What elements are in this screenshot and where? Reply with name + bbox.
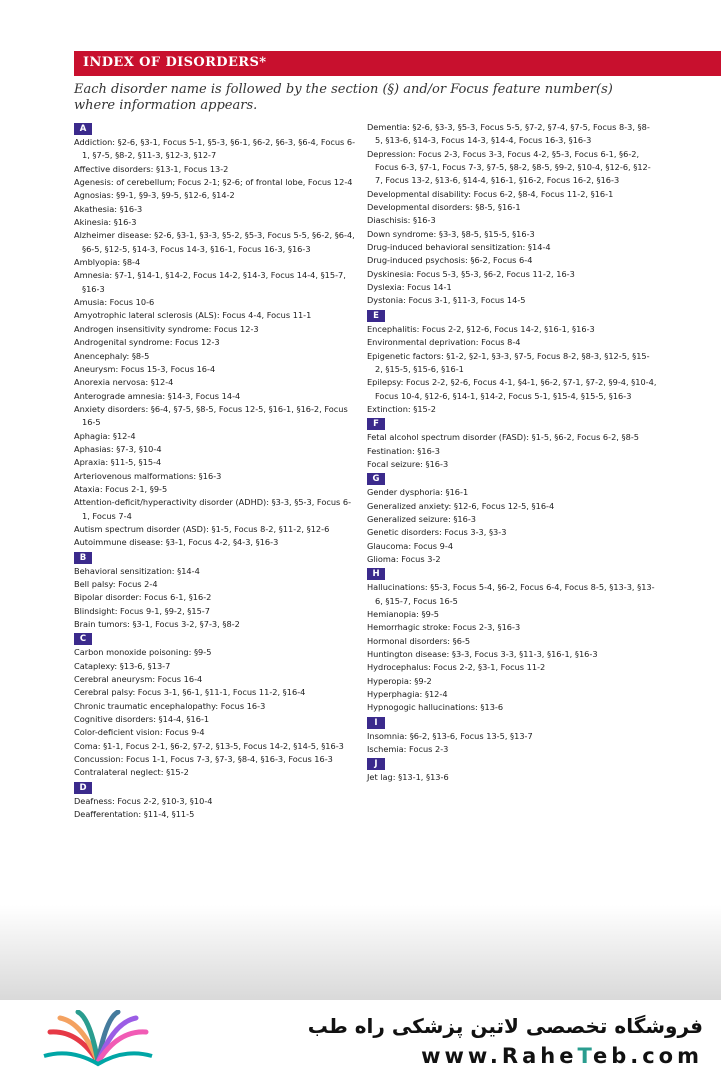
index-entry: Brain tumors: §3-1, Focus 3-2, §7-3, §8-2 xyxy=(74,619,240,630)
index-entry: Huntington disease: §3-3, Focus 3-3, §11-3, §16-1, §16-3 xyxy=(367,649,598,660)
url-part-2: T xyxy=(577,1044,593,1068)
index-entry: Glioma: Focus 3-2 xyxy=(367,553,441,564)
index-entry: Diaschisis: §16-3 xyxy=(367,215,436,226)
index-entry: Apraxia: §11-5, §15-4 xyxy=(74,457,162,468)
url-part-3: eb.com xyxy=(592,1044,703,1068)
index-entry: Aphagia: §12-4 xyxy=(74,430,136,441)
index-entry: Amusia: Focus 10-6 xyxy=(74,297,155,308)
index-entry: Concussion: Focus 1-1, Focus 7-3, §7-3, §8-4, §16-3, Focus 16-3 xyxy=(74,754,333,765)
index-entry: Blindsight: Focus 9-1, §9-2, §15-7 xyxy=(74,605,210,616)
index-entry: Cataplexy: §13-6, §13-7 xyxy=(74,660,171,671)
index-entry: Gender dysphoria: §16-1 xyxy=(367,487,469,498)
index-entry: Cognitive disorders: §14-4, §16-1 xyxy=(74,714,210,725)
index-entry: Genetic disorders: Focus 3-3, §3-3 xyxy=(367,527,507,538)
shop-name: فروشگاه تخصصی لاتین پزشکی راه طب xyxy=(307,1014,703,1038)
index-entry: Aneurysm: Focus 15-3, Focus 16-4 xyxy=(74,363,216,374)
letter-heading: J xyxy=(367,758,385,770)
index-entry: Focal seizure: §16-3 xyxy=(367,458,449,469)
index-entry: Hypnogogic hallucinations: §13-6 xyxy=(367,702,504,713)
index-entry: Agenesis: of cerebellum; Focus 2-1; §2-6; of frontal lobe, Focus 12-4 xyxy=(74,177,353,188)
index-entry: Aphasias: §7-3, §10-4 xyxy=(74,443,162,454)
index-entry: Epigenetic factors: §1-2, §2-1, §3-3, §7-5, Focus 8-2, §8-3, §12-5, §15-2, §15-5, §15-6, §16-1 xyxy=(367,350,650,374)
index-entry: Akinesia: §16-3 xyxy=(74,217,137,228)
index-entry: Alzheimer disease: §2-6, §3-1, §3-3, §5-2, §5-3, Focus 5-5, §6-2, §6-4, §6-5, §12-5, §14-3, Focus 14-3, §16-1, Focus 16-3, §16-3 xyxy=(74,230,355,254)
letter-heading: I xyxy=(367,717,385,729)
index-entry: Addiction: §2-6, §3-1, Focus 5-1, §5-3, §6-1, §6-2, §6-3, §6-4, Focus 6-1, §7-5, §8-2, §11-3, §12-3, §12-7 xyxy=(74,137,356,161)
index-entry: Developmental disability: Focus 6-2, §8-4, Focus 11-2, §16-1 xyxy=(367,188,614,199)
letter-heading: C xyxy=(74,633,92,645)
index-entry: Insomnia: §6-2, §13-6, Focus 13-5, §13-7 xyxy=(367,730,533,741)
letter-heading: G xyxy=(367,473,385,485)
index-entry: Chronic traumatic encephalopathy: Focus 16-3 xyxy=(74,700,266,711)
page-title: INDEX OF DISORDERS* xyxy=(83,55,267,70)
index-entry: Cerebral aneurysm: Focus 16-4 xyxy=(74,674,203,685)
index-entry: Amnesia: §7-1, §14-1, §14-2, Focus 14-2, §14-3, Focus 14-4, §15-7, §16-3 xyxy=(74,270,346,294)
index-entry: Dementia: §2-6, §3-3, §5-3, Focus 5-5, §7-2, §7-4, §7-5, Focus 8-3, §8-5, §13-6, §14-3, Focus 14-3, §14-4, Focus 16-3, §16-3 xyxy=(367,122,650,146)
index-entry: Jet lag: §13-1, §13-6 xyxy=(367,772,449,783)
index-entry: Affective disorders: §13-1, Focus 13-2 xyxy=(74,163,229,174)
index-entry: Androgen insensitivity syndrome: Focus 12-3 xyxy=(74,323,259,334)
index-entry: Hydrocephalus: Focus 2-2, §3-1, Focus 11-2 xyxy=(367,662,546,673)
index-entry: Dyslexia: Focus 14-1 xyxy=(367,282,452,293)
letter-heading: F xyxy=(367,418,385,430)
letter-heading: E xyxy=(367,310,385,322)
index-entry: Autism spectrum disorder (ASD): §1-5, Focus 8-2, §11-2, §12-6 xyxy=(74,523,330,534)
index-entry: Carbon monoxide poisoning: §9-5 xyxy=(74,647,212,658)
index-entry: Hyperopia: §9-2 xyxy=(367,675,432,686)
index-entry: Agnosias: §9-1, §9-3, §9-5, §12-6, §14-2 xyxy=(74,190,235,201)
index-entry: Anorexia nervosa: §12-4 xyxy=(74,377,174,388)
index-entry: Androgenital syndrome: Focus 12-3 xyxy=(74,337,220,348)
index-entry: Anxiety disorders: §6-4, §7-5, §8-5, Focus 12-5, §16-1, §16-2, Focus 16-5 xyxy=(74,403,348,428)
index-entry: Deafferentation: §11-4, §11-5 xyxy=(74,809,195,820)
index-entry: Autoimmune disease: §3-1, Focus 4-2, §4-3, §16-3 xyxy=(74,537,279,548)
intro-text: Each disorder name is followed by the section (§) and/or Focus feature number(s) where information appears. xyxy=(74,82,613,113)
letter-heading: B xyxy=(74,552,92,564)
letter-heading: A xyxy=(74,123,92,135)
index-entry: Amyotrophic lateral sclerosis (ALS): Focus 4-4, Focus 11-1 xyxy=(74,310,312,321)
letter-heading: H xyxy=(367,568,385,580)
index-entry: Drug-induced behavioral sensitization: §14-4 xyxy=(367,242,551,253)
index-entry: Cerebral palsy: Focus 3-1, §6-1, §11-1, Focus 11-2, §16-4 xyxy=(74,687,306,698)
index-entry: Anterograde amnesia: §14-3, Focus 14-4 xyxy=(74,390,241,401)
index-entry: Akathesia: §16-3 xyxy=(74,203,143,214)
letter-heading: D xyxy=(74,782,92,794)
index-entry: Extinction: §15-2 xyxy=(367,403,436,414)
index-entry: Fetal alcohol spectrum disorder (FASD): §1-5, §6-2, Focus 6-2, §8-5 xyxy=(367,432,639,443)
index-entry: Coma: §1-1, Focus 2-1, §6-2, §7-2, §13-5, Focus 14-2, §14-5, §16-3 xyxy=(74,740,344,751)
index-entry: Anencephaly: §8-5 xyxy=(74,350,150,361)
index-entry: Encephalitis: Focus 2-2, §12-6, Focus 14-2, §16-1, §16-3 xyxy=(367,323,595,334)
index-entry: Drug-induced psychosis: §6-2, Focus 6-4 xyxy=(367,255,533,266)
index-column-right xyxy=(367,121,657,785)
index-entry: Hemorrhagic stroke: Focus 2-3, §16-3 xyxy=(367,622,521,633)
footer-shadow xyxy=(0,905,721,1000)
index-entry: Behavioral sensitization: §14-4 xyxy=(74,565,200,576)
index-entry: Hallucinations: §5-3, Focus 5-4, §6-2, Focus 6-4, Focus 8-5, §13-3, §13-6, §15-7, Focus 16-5 xyxy=(367,582,655,606)
index-entry: Color-deficient vision: Focus 9-4 xyxy=(74,727,205,738)
index-entry: Hormonal disorders: §6-5 xyxy=(367,635,471,646)
index-entry: Glaucoma: Focus 9-4 xyxy=(367,540,454,551)
index-entry: Arteriovenous malformations: §16-3 xyxy=(74,470,222,481)
index-entry: Epilepsy: Focus 2-2, §2-6, Focus 4-1, §4-1, §6-2, §7-1, §7-2, §9-4, §10-4, Focus 10-4, §12-6, §14-1, §14-2, Focus 5-1, §15-4, §15-5, §16-3 xyxy=(367,377,657,401)
index-entry: Depression: Focus 2-3, Focus 3-3, Focus 4-2, §5-3, Focus 6-1, §6-2, Focus 6-3, §7-1, Focus 7-3, §7-5, §8-2, §8-5, §9-2, §10-4, §12-6, §12-7, Focus 13-2, §13-6, §14-4, §16-1, §16-2, Focus 16-2, §16-3 xyxy=(367,148,651,186)
index-entry: Dystonia: Focus 3-1, §11-3, Focus 14-5 xyxy=(367,295,526,306)
index-entry: Ataxia: Focus 2-1, §9-5 xyxy=(74,483,168,494)
index-entry: Deafness: Focus 2-2, §10-3, §10-4 xyxy=(74,795,213,806)
index-entry: Ischemia: Focus 2-3 xyxy=(367,744,449,755)
index-entry: Festination: §16-3 xyxy=(367,445,440,456)
open-book-logo-icon xyxy=(38,1010,158,1070)
index-entry: Down syndrome: §3-3, §8-5, §15-5, §16-3 xyxy=(367,228,535,239)
index-column-left xyxy=(74,121,356,822)
index-entry: Dyskinesia: Focus 5-3, §5-3, §6-2, Focus 11-2, 16-3 xyxy=(367,268,575,279)
index-entry: Bipolar disorder: Focus 6-1, §16-2 xyxy=(74,592,212,603)
index-entry: Bell palsy: Focus 2-4 xyxy=(74,579,158,589)
index-entry: Hyperphagia: §12-4 xyxy=(367,689,448,700)
url-part-1: www.Rahe xyxy=(421,1044,578,1068)
index-entry: Generalized anxiety: §12-6, Focus 12-5, §16-4 xyxy=(367,500,555,511)
index-entry: Attention-deficit/hyperactivity disorder (ADHD): §3-3, §5-3, Focus 6-1, Focus 7-4 xyxy=(74,497,352,521)
index-entry: Developmental disorders: §8-5, §16-1 xyxy=(367,202,521,213)
index-entry: Contralateral neglect: §15-2 xyxy=(74,767,189,778)
index-entry: Generalized seizure: §16-3 xyxy=(367,513,476,524)
section-banner xyxy=(74,51,721,76)
watermark-footer xyxy=(0,1000,721,1080)
index-entry: Hemianopia: §9-5 xyxy=(367,609,439,619)
shop-url[interactable] xyxy=(421,1044,703,1068)
index-entry: Amblyopia: §8-4 xyxy=(74,257,141,268)
index-entry: Environmental deprivation: Focus 8-4 xyxy=(367,337,521,348)
